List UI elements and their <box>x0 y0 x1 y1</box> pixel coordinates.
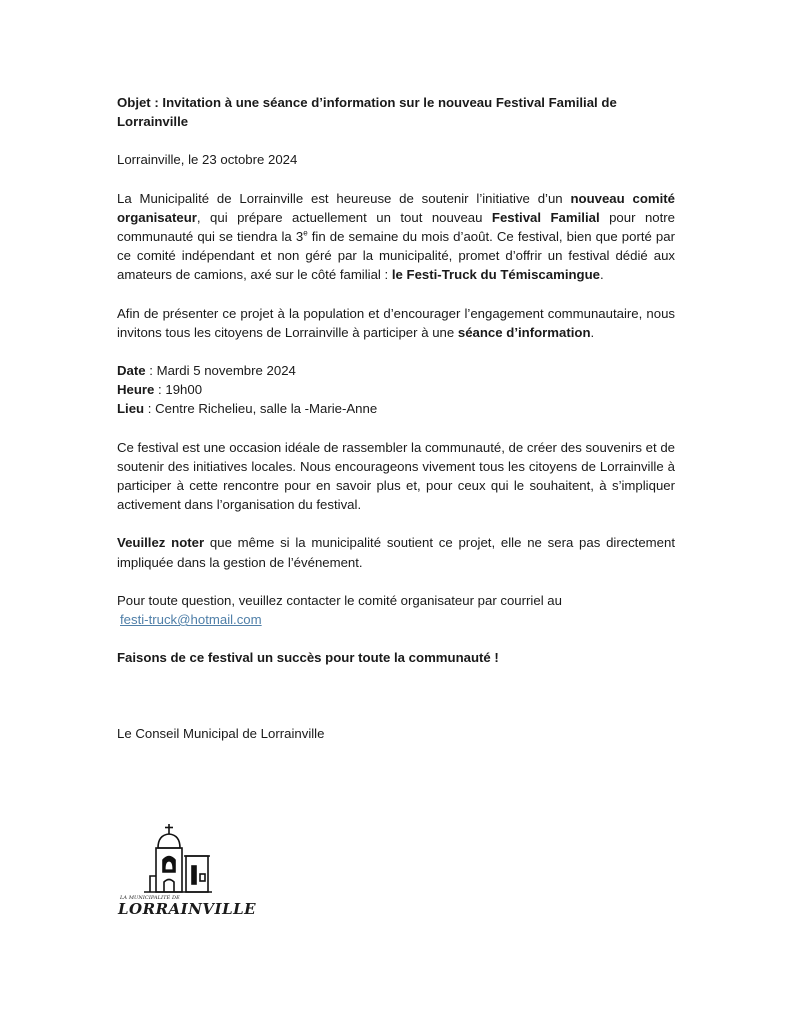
bold-text: Festival Familial <box>491 209 600 225</box>
paragraph-note <box>117 533 675 571</box>
event-date <box>117 361 675 380</box>
paragraph-intro <box>117 189 675 285</box>
place-and-date: Lorrainville, le 23 octobre 2024 <box>117 152 298 168</box>
bold-text: séance d’information <box>457 324 591 340</box>
church-tower-logo-icon <box>114 822 218 898</box>
text: que même si la municipalité soutient ce projet, elle ne sera pas directement impliquée dans la gestion de l’événement. <box>117 535 675 570</box>
event-details <box>117 361 675 419</box>
text: . <box>600 267 604 283</box>
letter-subject: Objet : Invitation à une séance d’information sur le nouveau Festival Familial de Lorrainville <box>117 95 617 130</box>
bold-text: Veuillez noter <box>117 535 205 551</box>
email-link[interactable]: festi-truck@hotmail.com <box>120 612 262 628</box>
closing-line: Faisons de ce festival un succès pour toute la communauté ! <box>117 650 499 666</box>
letter <box>117 93 675 744</box>
text: pour notre communauté qui se tiendra la 3 <box>117 209 675 245</box>
label: Heure <box>117 382 155 398</box>
text: fin de semaine du mois d’août. Ce festival, bien que porté par ce comité indépendant et non géré par la municipalité, promet d’offrir un festival dédié aux amateurs de camions, axé sur le côté familial : <box>117 229 675 283</box>
text: La Municipalité de Lorrainville est heureuse de soutenir l’initiative d’un <box>117 190 571 206</box>
logo-small-text: LA MUNICIPALITÉ DE <box>120 895 180 901</box>
event-place <box>117 399 675 418</box>
text: . <box>590 324 595 340</box>
paragraph-contact <box>117 591 675 629</box>
signature: Le Conseil Municipal de Lorrainville <box>117 726 325 742</box>
value: : Mardi 5 novembre 2024 <box>145 363 296 379</box>
paragraph-purpose: Ce festival est une occasion idéale de rassembler la communauté, de créer des souvenirs et de soutenir des initiatives locales. Nous encourageons vivement tous les citoyens de Lorrainville à participer à cette rencontre pour en savoir plus et, pour ceux qui le souhaitent, à s’impliquer activement dans l’organisation du festival. <box>117 439 675 513</box>
event-time <box>117 380 675 399</box>
bold-text: le Festi-Truck du Témiscamingue <box>391 267 600 283</box>
bold-text: nouveau comité organisateur <box>117 190 675 225</box>
label: Lieu <box>117 401 145 417</box>
value: : Centre Richelieu, salle la -Marie-Anne <box>144 401 378 417</box>
text: Pour toute question, veuillez contacter le comité organisateur par courriel au <box>117 592 562 608</box>
text: , qui prépare actuellement un tout nouveau <box>196 209 492 225</box>
paragraph-invitation <box>117 304 675 342</box>
label: Date <box>117 363 146 379</box>
logo-big-text: LORRAINVILLE <box>118 900 257 918</box>
value: : 19h00 <box>154 382 203 398</box>
superscript: e <box>303 228 308 238</box>
municipality-logo <box>114 822 257 922</box>
text: Afin de présenter ce projet à la population et d’encourager l’engagement communautaire, nous invitons tous les citoyens de Lorrainville à participer à une <box>117 305 675 340</box>
